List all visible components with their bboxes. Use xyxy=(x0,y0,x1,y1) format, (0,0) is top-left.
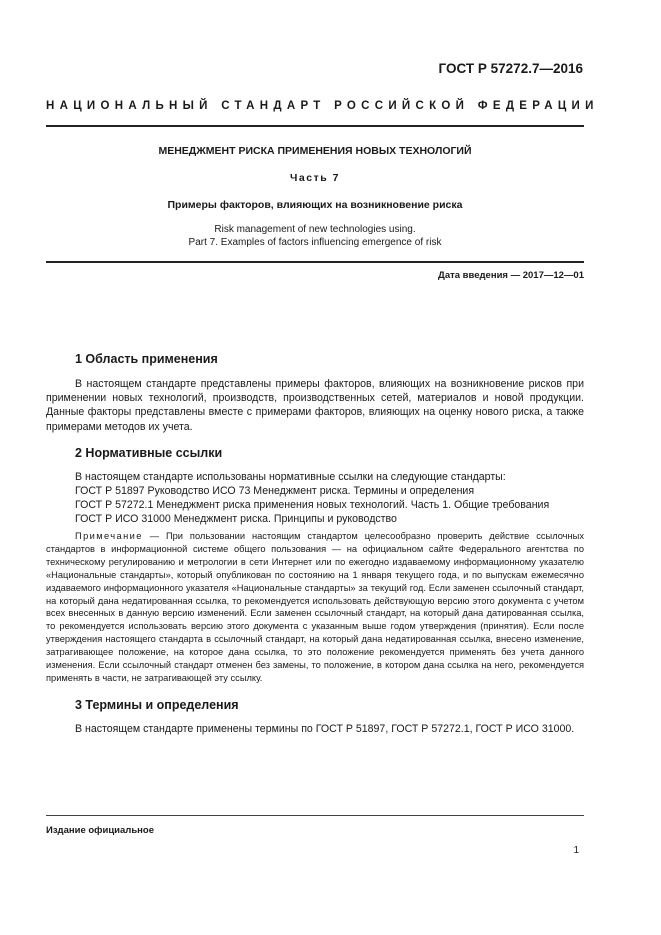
english-title-line-2: Part 7. Examples of factors influencing emergence of risk xyxy=(188,236,442,248)
introduction-date: Дата введения — 2017—12—01 xyxy=(438,270,584,281)
references-note xyxy=(46,530,584,685)
normative-references xyxy=(75,470,549,526)
section-2-heading: 2 Нормативные ссылки xyxy=(75,446,223,460)
english-title-line-1: Risk management of new technologies using. xyxy=(214,224,416,235)
section-1-text xyxy=(46,377,584,434)
footer-rule xyxy=(46,815,584,816)
reference-item: ГОСТ Р 51897 Руководство ИСО 73 Менеджмент риска. Термины и определения xyxy=(75,485,475,497)
part-label: Часть 7 xyxy=(290,172,340,184)
note-label: Примечание xyxy=(75,531,143,541)
reference-item: ГОСТ Р 57272.1 Менеджмент риска применения новых технологий. Часть 1. Общие требования xyxy=(75,499,550,511)
page-number: 1 xyxy=(573,845,579,856)
section-3-text xyxy=(46,722,584,736)
header-rule xyxy=(46,125,584,127)
section-3-heading: 3 Термины и определения xyxy=(75,698,239,712)
section-1-heading: 1 Область применения xyxy=(75,352,218,366)
section-3-paragraph: В настоящем стандарте применены термины по ГОСТ Р 51897, ГОСТ Р 57272.1, ГОСТ Р ИСО 31000. xyxy=(75,723,575,735)
reference-item: ГОСТ Р ИСО 31000 Менеджмент риска. Принципы и руководство xyxy=(75,513,397,525)
section-1-paragraph: В настоящем стандарте представлены примеры факторов, влияющих на возникновение рисков при применении новых технологий, производств, производственных сетей, материалов и новой продукции. Данные факторы представлены вместе с примерами факторов, влияющих на оценку нового риска, а также примерами методов их учета. xyxy=(46,378,584,433)
note-text: — При пользовании настоящим стандартом целесообразно проверить действие ссылочных стандартов в информационной системе общего пользования — на официальном сайте Федерального агентства по техническому регулированию и метрологии в сети Интернет или по ежегодно издаваемому информационному указателю «Национальные стандарты», который опубликован по состоянию на 1 января текущего года, и по выпускам ежемесячно издаваемого информационного указателя «Национальные стандарты» за текущий год. Если заменен ссылочный стандарт, на который дана недатированная ссылка, то рекомендуется использовать действующую версию этого документа с учетом всех внесенных в данную версию изменений. Если заменен ссылочный стандарт, на который дана датированная ссылка, то рекомендуется использовать версию этого документа с указанным выше годом утверждения (принятия). Если после утверждения настоящего стандарта в ссылочный стандарт, на который дана недатированная ссылка, внесено изменение, затрагивающее положение, на которое дана ссылка, то это положение рекомендуется применять без учета данного изменения. Если ссылочный стандарт отменен без замены, то положение, в котором дана ссылка на него, рекомендуется применять в части, не затрагивающей эту ссылку. xyxy=(46,531,584,683)
document-subtitle: Примеры факторов, влияющих на возникновение риска xyxy=(167,199,463,211)
title-rule xyxy=(46,261,584,263)
document-code: ГОСТ Р 57272.7—2016 xyxy=(438,61,583,76)
document-title: МЕНЕДЖМЕНТ РИСКА ПРИМЕНЕНИЯ НОВЫХ ТЕХНОЛОГИЙ xyxy=(158,145,472,157)
english-title xyxy=(46,224,584,249)
edition-label: Издание официальное xyxy=(46,825,154,836)
references-intro: В настоящем стандарте использованы нормативные ссылки на следующие стандарты: xyxy=(75,471,506,483)
national-standard-heading: НАЦИОНАЛЬНЫЙ СТАНДАРТ РОССИЙСКОЙ ФЕДЕРАЦИИ xyxy=(46,100,599,112)
